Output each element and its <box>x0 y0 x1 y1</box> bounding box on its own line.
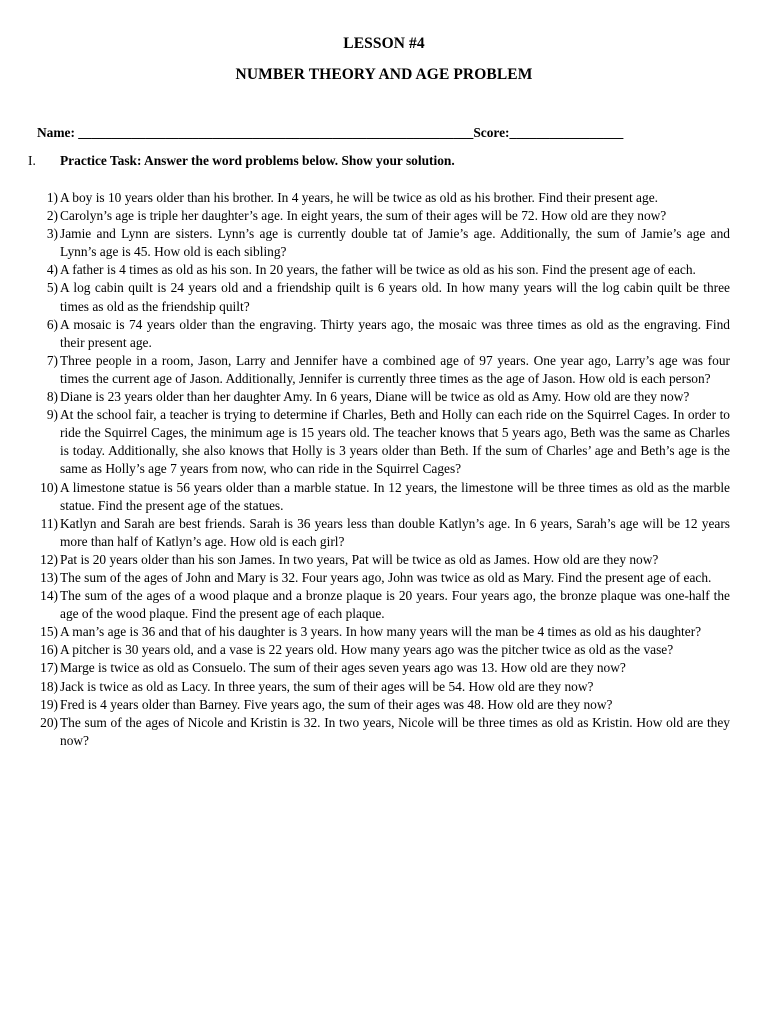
lesson-topic: NUMBER THEORY AND AGE PROBLEM <box>235 66 533 83</box>
problem-text: Carolyn’s age is triple her daughter’s age. In eight years, the sum of their ages will be 72. How old are they now? <box>60 208 667 224</box>
problem-item <box>20 641 730 659</box>
problem-number: 15) <box>40 624 58 640</box>
problem-text: The sum of the ages of Nicole and Kristin is 32. In two years, Nicole will be three times as old as Kristin. How old are they now? <box>60 714 730 748</box>
problem-text: Jack is twice as old as Lacy. In three years, the sum of their ages will be 54. How old are they now? <box>60 678 594 694</box>
name-score-line <box>37 125 737 141</box>
problem-number: 3) <box>46 226 58 242</box>
problem-number: 2) <box>46 208 58 224</box>
score-label: Score: <box>473 125 510 140</box>
problem-number: 20) <box>40 714 58 730</box>
problem-text: A limestone statue is 56 years older than a marble statue. In 12 years, the limestone will be three times as old as the marble statue. Find the present age of the statues. <box>60 479 730 513</box>
problem-item <box>20 678 730 696</box>
problem-text: A pitcher is 30 years old, and a vase is 22 years old. How many years ago was the pitcher twice as old as the vase? <box>60 642 674 658</box>
problem-text: At the school fair, a teacher is trying to determine if Charles, Beth and Holly can each ride on the Squirrel Cages. In order to ride the Squirrel Cages, the minimum age is 15 years old. The teacher knows that 5 years ago, Beth was the same as Charles is today. Additionally, she also knows that Holly is 3 years older than Beth. If the sum of Charles’ age and Beth’s age is the same as Holly’s age 7 years from now, who can ride in the Squirrel Cages? <box>60 407 730 477</box>
problem-number: 17) <box>40 660 58 676</box>
problem-list <box>20 189 730 750</box>
problem-number: 12) <box>40 551 58 567</box>
problem-number: 6) <box>46 316 58 332</box>
problem-text: The sum of the ages of John and Mary is 32. Four years ago, John was twice as old as Mary. Find the present age of each. <box>60 569 712 585</box>
problem-item <box>20 189 730 207</box>
problem-number: 4) <box>46 262 58 278</box>
problem-number: 19) <box>40 696 58 712</box>
problem-number: 7) <box>46 352 58 368</box>
problem-text: Katlyn and Sarah are best friends. Sarah is 36 years less than double Katlyn’s age. In 6 years, Sarah’s age will be 12 years more than half of Katlyn’s age. How old is each girl? <box>60 515 730 549</box>
problem-item <box>20 406 730 478</box>
problem-text: Marge is twice as old as Consuelo. The sum of their ages seven years ago was 13. How old are they now? <box>60 660 626 676</box>
problem-number: 13) <box>40 569 58 585</box>
problem-text: Pat is 20 years older than his son James. In two years, Pat will be twice as old as James. How old are they now? <box>60 551 659 567</box>
problem-number: 14) <box>40 588 58 604</box>
problem-text: A boy is 10 years older than his brother. In 4 years, he will be twice as old as his brother. Find their present age. <box>60 190 658 205</box>
problem-item <box>20 316 730 352</box>
problem-item <box>20 479 730 515</box>
problem-item <box>20 551 730 569</box>
problem-text: Jamie and Lynn are sisters. Lynn’s age is currently double tat of Jamie’s age. Additionally, the sum of Jamie’s age and Lynn’s age is 45. How old is each sibling? <box>60 226 730 260</box>
lesson-title: LESSON #4 <box>343 35 425 52</box>
problem-number: 1) <box>46 190 58 205</box>
problem-item <box>20 515 730 551</box>
problem-item <box>20 587 730 623</box>
problem-item <box>20 388 730 406</box>
problem-text: A mosaic is 74 years older than the engraving. Thirty years ago, the mosaic was three times as old as the engraving. Find their present age. <box>60 316 730 350</box>
problem-item <box>20 279 730 315</box>
problem-item <box>20 261 730 279</box>
problem-number: 8) <box>46 389 58 405</box>
problem-text: Diane is 23 years older than her daughter Amy. In 6 years, Diane will be twice as old as Amy. How old are they now? <box>60 389 690 405</box>
problem-text: A man’s age is 36 and that of his daughter is 3 years. In how many years will the man be 4 times as old as his daughter? <box>60 624 702 640</box>
problem-number: 16) <box>40 642 58 658</box>
problem-number: 5) <box>46 280 58 296</box>
name-label: Name: <box>37 125 75 140</box>
problem-item <box>20 623 730 641</box>
problem-text: The sum of the ages of a wood plaque and a bronze plaque is 20 years. Four years ago, the bronze plaque was one-half the age of the wood plaque. Find the present age of each plaque. <box>60 588 730 622</box>
problem-item <box>20 569 730 587</box>
problem-item <box>20 225 730 261</box>
problem-item <box>20 659 730 677</box>
problem-text: A log cabin quilt is 24 years old and a friendship quilt is 6 years old. In how many years will the log cabin quilt be three times as old as the friendship quilt? <box>60 280 730 314</box>
problem-item <box>20 714 730 750</box>
practice-task <box>28 153 738 169</box>
problem-item <box>20 352 730 388</box>
problem-text: A father is 4 times as old as his son. In 20 years, the father will be twice as old as his son. Find the present age of each. <box>60 262 696 278</box>
problem-text: Three people in a room, Jason, Larry and Jennifer have a combined age of 97 years. One year ago, Larry’s age was four times the current age of Jason. Additionally, Jennifer is currently three times as the age of Jason. How old is each person? <box>60 352 730 386</box>
problem-item <box>20 696 730 714</box>
name-blank: ___________________________________________________________ <box>78 125 474 140</box>
task-instruction: Practice Task: Answer the word problems below. Show your solution. <box>60 153 455 168</box>
problem-number: 9) <box>46 407 58 423</box>
problem-item <box>20 207 730 225</box>
problem-text: Fred is 4 years older than Barney. Five years ago, the sum of their ages was 48. How old are they now? <box>60 696 613 712</box>
score-blank: _________________ <box>509 125 624 140</box>
section-numeral: I. <box>28 153 36 168</box>
problem-number: 18) <box>40 678 58 694</box>
problem-number: 11) <box>40 515 58 531</box>
problem-number: 10) <box>40 479 58 495</box>
